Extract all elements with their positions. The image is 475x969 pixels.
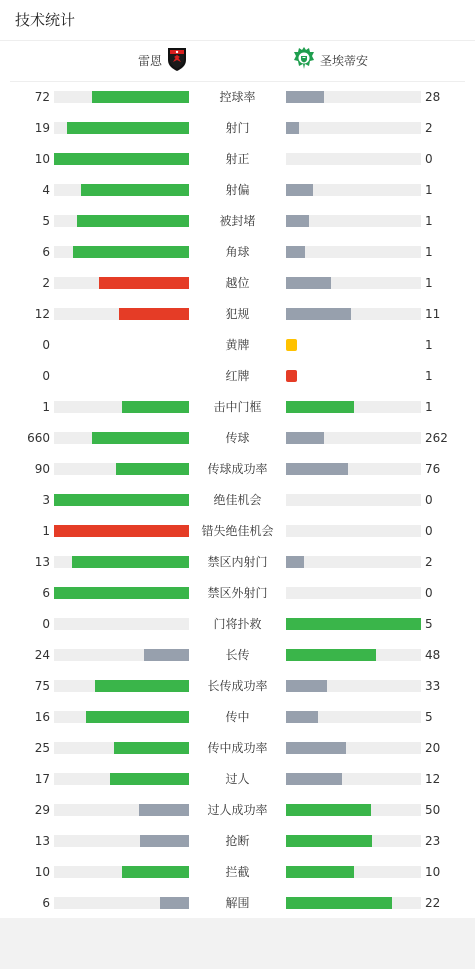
home-value: 0 <box>42 617 50 631</box>
away-value: 0 <box>425 586 433 600</box>
home-bar-fill <box>54 153 189 165</box>
away-bar-track <box>286 835 421 847</box>
away-bar-fill <box>286 618 421 630</box>
stat-label: 射正 <box>225 152 250 166</box>
away-bar-track <box>286 897 421 909</box>
home-value: 4 <box>42 183 50 197</box>
team-header <box>0 41 475 81</box>
away-bar-track <box>286 587 421 599</box>
home-team[interactable] <box>138 49 188 73</box>
stat-row <box>0 702 475 733</box>
stat-label: 红牌 <box>225 369 250 383</box>
home-bar-fill <box>139 804 189 816</box>
away-bar-fill <box>286 835 372 847</box>
stat-row <box>0 888 475 919</box>
home-bar-track <box>54 153 189 165</box>
stat-row <box>0 671 475 702</box>
away-bar-track <box>286 463 421 475</box>
away-value: 11 <box>425 307 441 321</box>
home-bar-track <box>54 91 189 103</box>
stats-list <box>0 82 475 919</box>
stat-row <box>0 144 475 175</box>
home-bar-track <box>54 184 189 196</box>
away-bar-fill <box>286 773 342 785</box>
home-value: 6 <box>42 245 50 259</box>
stat-label: 被封堵 <box>219 214 256 228</box>
home-bar-fill <box>77 215 189 227</box>
away-value: 1 <box>425 369 433 383</box>
home-value: 12 <box>34 307 50 321</box>
home-bar-fill <box>99 277 189 289</box>
away-bar-fill <box>286 432 324 444</box>
home-value: 10 <box>34 152 50 166</box>
stat-row <box>0 237 475 268</box>
home-bar-fill <box>54 587 189 599</box>
stat-label: 越位 <box>225 276 250 290</box>
home-bar-fill <box>144 649 189 661</box>
home-bar-track <box>54 835 189 847</box>
away-value: 76 <box>425 462 441 476</box>
home-value: 660 <box>27 431 50 445</box>
home-value: 1 <box>42 524 50 538</box>
home-bar-track <box>54 308 189 320</box>
away-bar-track <box>286 773 421 785</box>
away-value: 1 <box>425 400 433 414</box>
stat-row <box>0 547 475 578</box>
home-value: 72 <box>34 90 50 104</box>
stat-label: 传中成功率 <box>207 741 268 755</box>
stat-label: 犯规 <box>225 307 250 321</box>
away-bar-fill <box>286 91 324 103</box>
stat-row <box>0 485 475 516</box>
away-bar-track <box>286 618 421 630</box>
stat-row <box>0 330 475 361</box>
away-bar-fill <box>286 401 354 413</box>
home-value: 13 <box>34 555 50 569</box>
home-value: 6 <box>42 896 50 910</box>
home-bar-track <box>54 246 189 258</box>
stat-label: 拦截 <box>225 865 250 879</box>
stat-row <box>0 578 475 609</box>
away-value: 1 <box>425 245 433 259</box>
saint-etienne-crest-icon <box>292 46 316 76</box>
home-value: 10 <box>34 865 50 879</box>
home-value: 13 <box>34 834 50 848</box>
away-bar-track <box>286 711 421 723</box>
home-bar-fill <box>67 122 189 134</box>
yellow-card-icon <box>286 339 297 351</box>
stat-label: 黄牌 <box>225 338 250 352</box>
away-value: 33 <box>425 679 441 693</box>
away-bar-fill <box>286 215 309 227</box>
home-bar-fill <box>122 866 190 878</box>
stat-row <box>0 206 475 237</box>
home-bar-fill <box>86 711 189 723</box>
stat-label: 长传成功率 <box>207 679 268 693</box>
home-value: 0 <box>42 338 50 352</box>
home-bar-track <box>54 897 189 909</box>
stat-row <box>0 361 475 392</box>
home-value: 19 <box>34 121 50 135</box>
away-team[interactable] <box>292 49 368 73</box>
home-value: 90 <box>34 462 50 476</box>
stat-row <box>0 268 475 299</box>
home-bar-fill <box>140 835 189 847</box>
home-bar-fill <box>92 91 189 103</box>
home-value: 5 <box>42 214 50 228</box>
away-bar-fill <box>286 804 371 816</box>
stat-row <box>0 516 475 547</box>
stat-label: 绝佳机会 <box>213 493 262 507</box>
away-bar-track <box>286 401 421 413</box>
home-bar-fill <box>116 463 189 475</box>
stat-row <box>0 733 475 764</box>
away-bar-fill <box>286 246 305 258</box>
stat-label: 射偏 <box>225 183 250 197</box>
home-bar-track <box>54 680 189 692</box>
away-bar-track <box>286 680 421 692</box>
stat-label: 传中 <box>225 710 250 724</box>
away-value: 48 <box>425 648 441 662</box>
away-bar-track <box>286 277 421 289</box>
away-bar-track <box>286 556 421 568</box>
home-value: 24 <box>34 648 50 662</box>
home-value: 29 <box>34 803 50 817</box>
away-bar-fill <box>286 556 304 568</box>
away-value: 262 <box>425 431 448 445</box>
home-value: 75 <box>34 679 50 693</box>
away-bar-track <box>286 91 421 103</box>
away-value: 20 <box>425 741 441 755</box>
stat-row <box>0 826 475 857</box>
stat-label: 控球率 <box>219 90 256 104</box>
stat-label: 传球 <box>225 431 250 445</box>
home-bar-track <box>54 432 189 444</box>
home-bar-track <box>54 525 189 537</box>
stat-label: 禁区外射门 <box>207 586 268 600</box>
home-bar-track <box>54 463 189 475</box>
home-bar-fill <box>92 432 189 444</box>
away-bar-fill <box>286 122 299 134</box>
home-bar-fill <box>114 742 189 754</box>
home-bar-track <box>54 122 189 134</box>
home-bar-fill <box>110 773 189 785</box>
away-bar-fill <box>286 184 313 196</box>
away-bar-track <box>286 432 421 444</box>
home-bar-track <box>54 773 189 785</box>
away-bar-fill <box>286 277 331 289</box>
home-bar-track <box>54 742 189 754</box>
page-title: 技术统计 <box>15 11 76 29</box>
home-bar-fill <box>160 897 189 909</box>
stat-row <box>0 857 475 888</box>
home-bar-fill <box>72 556 189 568</box>
home-bar-fill <box>95 680 189 692</box>
away-bar-track <box>286 184 421 196</box>
home-value: 0 <box>42 369 50 383</box>
home-value: 2 <box>42 276 50 290</box>
away-value: 1 <box>425 338 433 352</box>
home-bar-track <box>54 494 189 506</box>
stat-row <box>0 82 475 113</box>
stat-row <box>0 795 475 826</box>
home-bar-track <box>54 866 189 878</box>
home-bar-track <box>54 804 189 816</box>
away-bar-fill <box>286 308 351 320</box>
away-value: 1 <box>425 214 433 228</box>
home-bar-track <box>54 401 189 413</box>
home-bar-track <box>54 711 189 723</box>
stat-label: 过人 <box>225 772 250 786</box>
stat-row <box>0 640 475 671</box>
away-value: 2 <box>425 121 433 135</box>
stat-label: 角球 <box>225 245 250 259</box>
home-bar-fill <box>73 246 189 258</box>
home-bar-track <box>54 587 189 599</box>
stat-label: 门将扑救 <box>213 617 262 631</box>
away-bar-fill <box>286 463 348 475</box>
home-value: 3 <box>42 493 50 507</box>
stat-row <box>0 113 475 144</box>
home-bar-fill <box>122 401 190 413</box>
away-value: 12 <box>425 772 441 786</box>
away-value: 23 <box>425 834 441 848</box>
away-bar-track <box>286 494 421 506</box>
stat-label: 击中门框 <box>213 400 262 414</box>
away-bar-fill <box>286 680 327 692</box>
stat-label: 长传 <box>225 648 250 662</box>
away-bar-track <box>286 122 421 134</box>
away-value: 0 <box>425 524 433 538</box>
stat-row <box>0 299 475 330</box>
red-card-icon <box>286 370 297 382</box>
home-bar-fill <box>54 494 189 506</box>
away-bar-fill <box>286 649 376 661</box>
away-bar-track <box>286 525 421 537</box>
stat-label: 射门 <box>225 121 250 135</box>
away-bar-track <box>286 649 421 661</box>
away-bar-track <box>286 866 421 878</box>
away-bar-track <box>286 308 421 320</box>
rennes-crest-icon <box>166 46 188 76</box>
stat-row <box>0 764 475 795</box>
home-bar-fill <box>81 184 189 196</box>
home-bar-track <box>54 556 189 568</box>
home-value: 16 <box>34 710 50 724</box>
away-value: 22 <box>425 896 441 910</box>
stat-row <box>0 423 475 454</box>
away-value: 28 <box>425 90 441 104</box>
away-bar-track <box>286 153 421 165</box>
home-value: 17 <box>34 772 50 786</box>
away-bar-fill <box>286 897 392 909</box>
stat-row <box>0 454 475 485</box>
away-team-name: 圣埃蒂安 <box>320 54 369 68</box>
stat-label: 过人成功率 <box>207 803 268 817</box>
away-bar-track <box>286 246 421 258</box>
stat-row <box>0 175 475 206</box>
stat-label: 错失绝佳机会 <box>201 524 274 538</box>
away-value: 5 <box>425 617 433 631</box>
away-bar-fill <box>286 711 318 723</box>
home-value: 6 <box>42 586 50 600</box>
stat-label: 传球成功率 <box>207 462 268 476</box>
stat-label: 抢断 <box>225 834 250 848</box>
stat-label: 解围 <box>225 896 250 910</box>
stat-row <box>0 609 475 640</box>
home-team-name: 雷恩 <box>137 54 162 68</box>
away-bar-track <box>286 742 421 754</box>
away-value: 1 <box>425 183 433 197</box>
stat-label: 禁区内射门 <box>207 555 268 569</box>
away-value: 0 <box>425 493 433 507</box>
home-bar-track <box>54 649 189 661</box>
home-bar-track <box>54 618 189 630</box>
home-bar-track <box>54 215 189 227</box>
away-value: 0 <box>425 152 433 166</box>
away-bar-fill <box>286 742 346 754</box>
away-bar-fill <box>286 866 354 878</box>
stat-row <box>0 392 475 423</box>
home-value: 25 <box>34 741 50 755</box>
away-bar-track <box>286 215 421 227</box>
home-value: 1 <box>42 400 50 414</box>
away-value: 2 <box>425 555 433 569</box>
away-value: 5 <box>425 710 433 724</box>
away-value: 50 <box>425 803 441 817</box>
away-value: 1 <box>425 276 433 290</box>
home-bar-fill <box>54 525 189 537</box>
away-value: 10 <box>425 865 441 879</box>
home-bar-track <box>54 277 189 289</box>
away-bar-track <box>286 804 421 816</box>
home-bar-fill <box>119 308 189 320</box>
